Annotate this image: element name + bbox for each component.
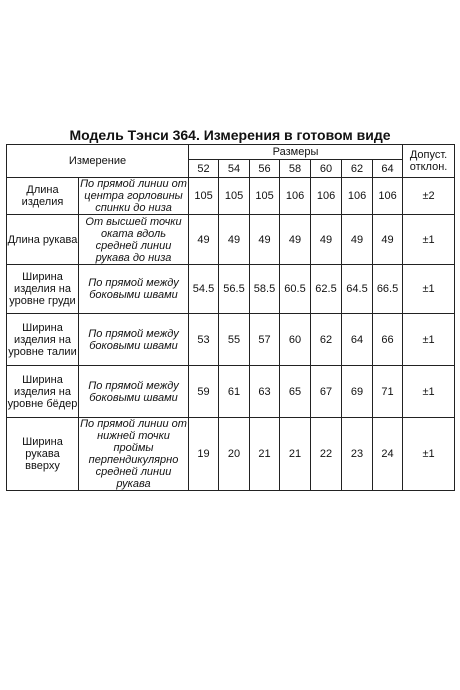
measurements-table — [6, 144, 455, 491]
tolerance-cell: ±1 — [403, 366, 455, 418]
size-header: 52 — [189, 160, 219, 178]
value-cell: 55 — [219, 314, 250, 366]
value-cell: 49 — [342, 215, 373, 265]
table-row — [7, 215, 455, 265]
measurement-name: Ширина рукава вверху — [7, 418, 79, 491]
value-cell: 49 — [280, 215, 311, 265]
value-cell: 65 — [280, 366, 311, 418]
value-cell: 60.5 — [280, 265, 311, 314]
size-header: 58 — [280, 160, 311, 178]
value-cell: 69 — [342, 366, 373, 418]
tolerance-cell: ±1 — [403, 215, 455, 265]
value-cell: 49 — [189, 215, 219, 265]
value-cell: 20 — [219, 418, 250, 491]
table-row — [7, 178, 455, 215]
measurement-description: По прямой линии от центра горловины спинки до низа — [80, 178, 187, 214]
size-header: 64 — [373, 160, 403, 178]
value-cell: 60 — [280, 314, 311, 366]
measurement-description: По прямой между боковыми швами — [79, 265, 189, 314]
measurement-name: Ширина изделия на уровне талии — [7, 314, 79, 366]
value-cell: 105 — [219, 178, 250, 215]
value-cell: 53 — [189, 314, 219, 366]
size-header: 54 — [219, 160, 250, 178]
measurement-name: Длина изделия — [7, 178, 79, 215]
value-cell: 106 — [373, 178, 403, 215]
value-cell: 21 — [280, 418, 311, 491]
size-header: 62 — [342, 160, 373, 178]
value-cell: 106 — [280, 178, 311, 215]
value-cell: 62.5 — [311, 265, 342, 314]
value-cell: 106 — [311, 178, 342, 215]
value-cell: 62 — [311, 314, 342, 366]
value-cell: 24 — [373, 418, 403, 491]
value-cell: 58.5 — [250, 265, 280, 314]
measurement-description: По прямой между боковыми швами — [79, 314, 189, 366]
measurement-name: Длина рукава — [7, 215, 79, 265]
value-cell: 54.5 — [189, 265, 219, 314]
value-cell: 59 — [189, 366, 219, 418]
value-cell: 49 — [373, 215, 403, 265]
size-header: 60 — [311, 160, 342, 178]
measurement-name: Ширина изделия на уровне бёдер — [7, 366, 79, 418]
value-cell: 21 — [250, 418, 280, 491]
value-cell: 63 — [250, 366, 280, 418]
sizes-header: Размеры — [189, 145, 403, 160]
page-title: Модель Тэнси 364. Измерения в готовом виде — [69, 127, 391, 143]
value-cell: 49 — [250, 215, 280, 265]
tolerance-header: Допуст. отклон. — [403, 145, 455, 178]
measurement-header: Измерение — [7, 145, 189, 178]
value-cell: 67 — [311, 366, 342, 418]
value-cell: 105 — [189, 178, 219, 215]
value-cell: 64 — [342, 314, 373, 366]
value-cell: 23 — [342, 418, 373, 491]
value-cell: 61 — [219, 366, 250, 418]
measurement-name: Ширина изделия на уровне груди — [7, 265, 79, 314]
value-cell: 66 — [373, 314, 403, 366]
size-header: 56 — [250, 160, 280, 178]
table-row — [7, 314, 455, 366]
value-cell: 66.5 — [373, 265, 403, 314]
measurement-description: По прямой линии от нижней точки проймы перпендикулярно средней линии рукава — [80, 418, 187, 490]
tolerance-cell: ±2 — [403, 178, 455, 215]
value-cell: 64.5 — [342, 265, 373, 314]
value-cell: 106 — [342, 178, 373, 215]
value-cell: 105 — [250, 178, 280, 215]
table-row — [7, 366, 455, 418]
value-cell: 49 — [311, 215, 342, 265]
table-row — [7, 418, 455, 491]
measurement-description: По прямой между боковыми швами — [79, 366, 189, 418]
measurement-description: От высшей точки оката вдоль средней линии рукава до низа — [79, 215, 189, 265]
value-cell: 71 — [373, 366, 403, 418]
table-row — [7, 265, 455, 314]
value-cell: 22 — [311, 418, 342, 491]
value-cell: 56.5 — [219, 265, 250, 314]
value-cell: 19 — [189, 418, 219, 491]
value-cell: 49 — [219, 215, 250, 265]
value-cell: 57 — [250, 314, 280, 366]
tolerance-cell: ±1 — [403, 314, 455, 366]
tolerance-cell: ±1 — [403, 418, 455, 491]
tolerance-cell: ±1 — [403, 265, 455, 314]
